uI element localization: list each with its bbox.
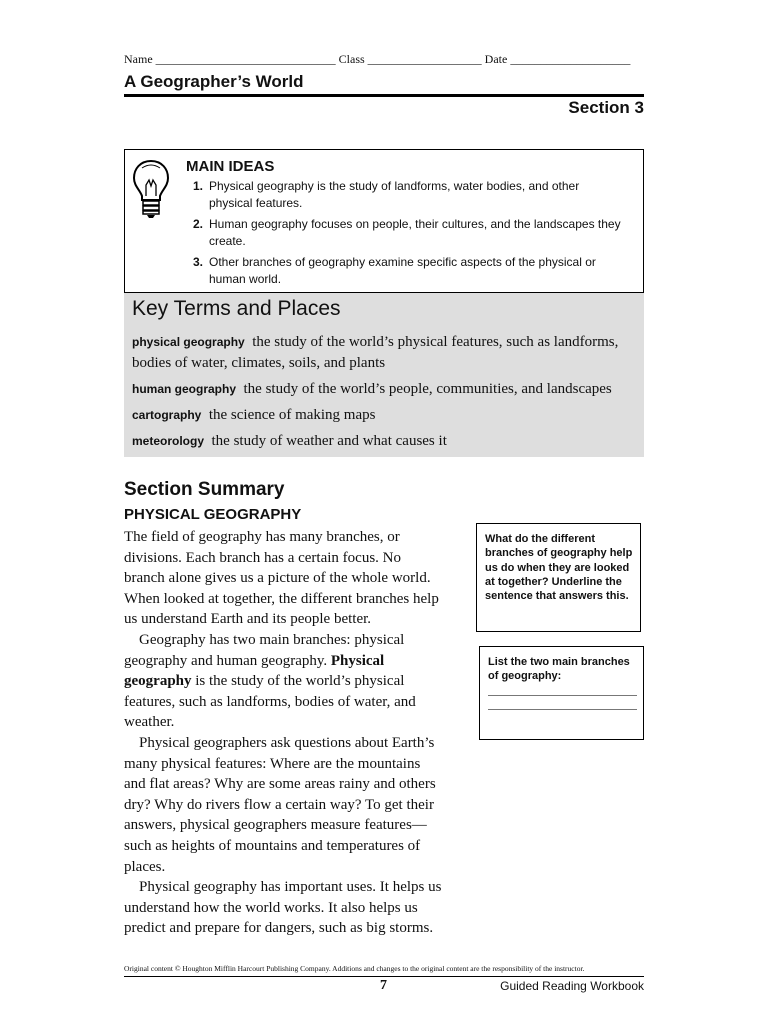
section-summary-heading: Section Summary <box>124 479 285 500</box>
key-terms-panel <box>124 293 644 457</box>
title-rule <box>124 94 644 97</box>
date-blank[interactable]: ____________________ <box>510 52 631 66</box>
summary-paragraph: The field of geography has many branches, or divisions. Each branch has a certain focus. No branch alone gives us a picture of the whole world. When looked at together, the different branches help us understand Earth and its people better. <box>124 529 439 628</box>
main-idea-text: Other branches of geography examine specific aspects of the physical or human world. <box>209 255 596 286</box>
section-number: Section 3 <box>568 98 644 117</box>
key-term-item <box>132 405 637 426</box>
main-ideas-list <box>193 178 623 292</box>
answer-line[interactable] <box>488 695 637 696</box>
answer-line[interactable] <box>488 709 637 710</box>
margin-question-text: What do the different branches of geography help us do when they are looked at together? Underline the sentence that answers this. <box>485 533 633 603</box>
margin-question-box <box>479 646 644 740</box>
main-idea-text: Physical geography is the study of landforms, water bodies, and other physical features. <box>209 179 580 210</box>
main-ideas-box <box>124 149 644 293</box>
main-idea-number: 1. <box>193 179 204 193</box>
key-term-definition: the study of weather and what causes it <box>211 433 447 449</box>
margin-question-text: List the two main branches of geography: <box>488 656 630 683</box>
footer-rule <box>124 976 644 977</box>
main-ideas-heading: MAIN IDEAS <box>186 158 275 175</box>
summary-body <box>124 527 442 939</box>
key-term-item <box>132 379 637 400</box>
summary-subheading: PHYSICAL GEOGRAPHY <box>124 506 302 523</box>
copyright-notice: Original content © Houghton Mifflin Harcourt Publishing Company. Additions and changes to the original content are the responsibility of the instructor. <box>124 964 585 973</box>
summary-text: Geography has two main branches: physical geography and human geography. <box>124 631 405 669</box>
student-info-line <box>124 52 644 67</box>
main-idea-text: Human geography focuses on people, their cultures, and the landscapes they create. <box>209 217 621 248</box>
main-idea-number: 3. <box>193 255 204 269</box>
key-term-definition: the study of the world’s people, communities, and landscapes <box>243 381 612 397</box>
class-blank[interactable]: ___________________ <box>367 52 482 66</box>
margin-question-box <box>476 523 641 632</box>
name-blank[interactable]: ______________________________ <box>155 52 336 66</box>
key-terms-heading: Key Terms and Places <box>132 297 341 320</box>
key-term: cartography <box>132 408 202 422</box>
main-idea-item <box>193 216 623 250</box>
key-term-definition: the science of making maps <box>208 407 376 423</box>
workbook-title: Guided Reading Workbook <box>500 979 644 993</box>
main-idea-item <box>193 254 623 288</box>
page-number: 7 <box>380 978 387 993</box>
summary-paragraph <box>124 630 442 733</box>
summary-paragraph: Physical geography has important uses. It helps us understand how the world works. It also helps us predict and prepare for dangers, such as big storms. <box>124 879 442 937</box>
name-label: Name <box>124 52 153 66</box>
key-term-item <box>132 431 637 452</box>
main-idea-item <box>193 178 623 212</box>
summary-text: is the study of the world’s physical features, such as landforms, bodies of water, and weather. <box>124 673 416 731</box>
main-idea-number: 2. <box>193 217 204 231</box>
key-term: human geography <box>132 382 237 396</box>
chapter-title: A Geographer’s World <box>124 72 304 91</box>
class-label: Class <box>338 52 365 66</box>
key-term-item <box>132 332 637 374</box>
lightbulb-icon <box>131 158 171 220</box>
key-term: meteorology <box>132 434 205 448</box>
summary-bold-term: Physical geography <box>124 652 385 690</box>
summary-paragraph: Physical geographers ask questions about Earth’s many physical features: Where are the mountains and flat areas? Why are some areas rainy and others dry? Why do rivers flow a certain way? To get their answers, physical geographers measure features—such as heights of mountains and temperatures of places. <box>124 734 436 875</box>
date-label: Date <box>484 52 508 66</box>
key-term: physical geography <box>132 335 245 349</box>
key-term-definition: the study of the world’s physical features, such as landforms, bodies of water, climates, soils, and plants <box>132 334 619 371</box>
